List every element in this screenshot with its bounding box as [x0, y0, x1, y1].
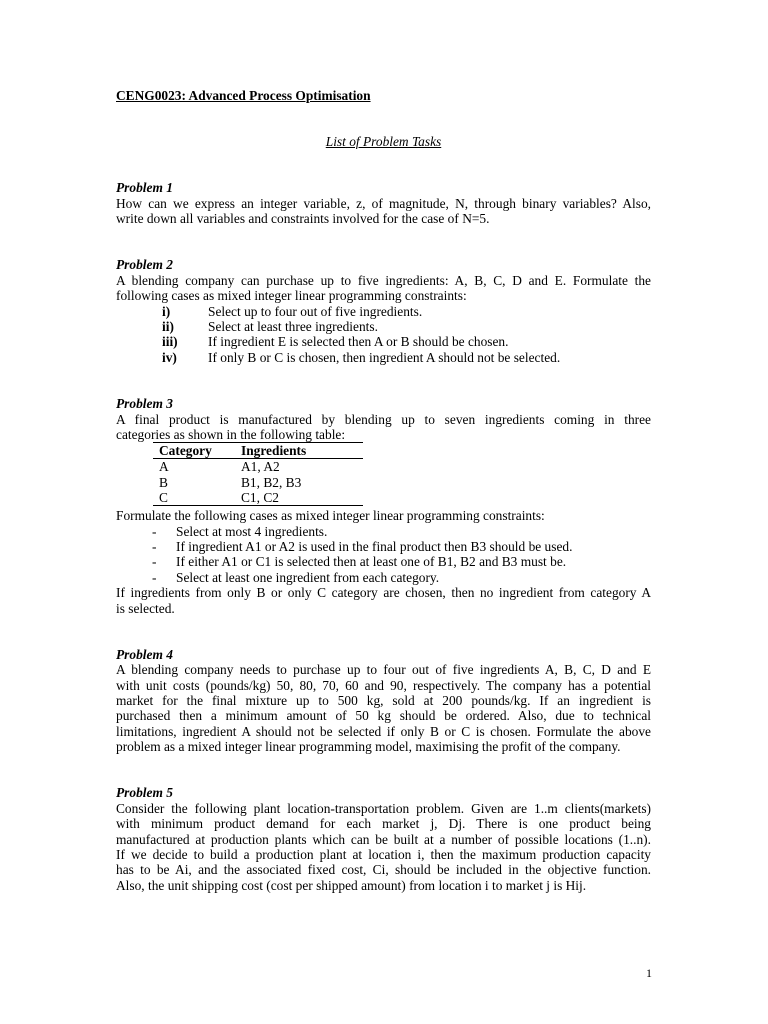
- bullet-marker: -: [152, 539, 157, 554]
- table-row: [153, 490, 363, 506]
- list-item: If ingredient A1 or A2 is used in the final product then B3 should be used.: [176, 539, 573, 554]
- table-header: Category: [159, 443, 212, 458]
- problem-5-line: If we decide to build a production plant at location i, then the maximum production capacity: [116, 847, 651, 862]
- list-item: If only B or C is chosen, then ingredient A should not be selected.: [208, 350, 561, 365]
- table-cell: A1, A2: [241, 459, 280, 475]
- list-item: Select at least one ingredient from each category.: [176, 570, 440, 585]
- table-cell: A: [159, 459, 169, 475]
- problem-4-line: purchased then a minimum amount of 50 kg should be ordered. Also, due to technical: [116, 708, 651, 723]
- problem-5-line: has to be Ai, and the associated fixed cost, Ci, should be included in the objective function.: [116, 862, 651, 877]
- problem-4-line: A blending company needs to purchase up to four out of five ingredients A, B, C, D and E: [116, 662, 651, 677]
- bullet-marker: -: [152, 570, 157, 585]
- page-title: CENG0023: Advanced Process Optimisation: [116, 88, 371, 103]
- problem-3-line: Formulate the following cases as mixed integer linear programming constraints:: [116, 508, 545, 523]
- list-item-number: ii): [162, 319, 174, 334]
- list-item: If ingredient E is selected then A or B should be chosen.: [208, 334, 509, 349]
- table-header-row: [153, 442, 363, 459]
- problem-5-line: Also, the unit shipping cost (cost per shipped amount) from location i to market j is Hij.: [116, 878, 587, 893]
- bullet-marker: -: [152, 554, 157, 569]
- problem-4-line: with unit costs (pounds/kg) 50, 80, 70, 60 and 90, respectively. The company has a potential: [116, 678, 651, 693]
- problem-2-line: following cases as mixed integer linear programming constraints:: [116, 288, 467, 303]
- problem-5-heading: Problem 5: [116, 785, 173, 800]
- problem-3-line: categories as shown in the following table:: [116, 427, 346, 442]
- list-item-number: iv): [162, 350, 177, 365]
- problem-3-line: is selected.: [116, 601, 175, 616]
- bullet-marker: -: [152, 524, 157, 539]
- list-item-number: i): [162, 304, 171, 319]
- problem-4-heading: Problem 4: [116, 647, 173, 662]
- list-item: Select at most 4 ingredients.: [176, 524, 328, 539]
- list-item: Select at least three ingredients.: [208, 319, 378, 334]
- problem-5-line: manufactured at production plants which can be built at a number of possible locations (1..n).: [116, 832, 651, 847]
- problem-2-line: A blending company can purchase up to five ingredients: A, B, C, D and E. Formulate the: [116, 273, 651, 288]
- problem-2-heading: Problem 2: [116, 257, 173, 272]
- problem-3-heading: Problem 3: [116, 396, 173, 411]
- list-item: Select up to four out of five ingredients.: [208, 304, 423, 319]
- list-item: If either A1 or C1 is selected then at least one of B1, B2 and B3 must be.: [176, 554, 567, 569]
- problem-4-line: market for the final mixture up to 500 kg, sold at 200 pounds/kg. If an ingredient is: [116, 693, 651, 708]
- problem-4-line: problem as a mixed integer linear programming model, maximising the profit of the company.: [116, 739, 621, 754]
- list-item-number: iii): [162, 334, 178, 349]
- table-cell: C: [159, 489, 168, 505]
- problem-4-line: limitations, ingredient A should not be selected if only B or C is chosen. Formulate the above: [116, 724, 651, 739]
- table-row: [153, 459, 363, 474]
- category-table: [153, 442, 363, 506]
- table-cell: B1, B2, B3: [241, 474, 302, 490]
- problem-5-line: Consider the following plant location-transportation problem. Given are 1..m clients(markets): [116, 801, 651, 816]
- problem-1-heading: Problem 1: [116, 180, 173, 195]
- page-number: 1: [646, 966, 652, 980]
- table-cell: B: [159, 474, 168, 490]
- problem-1-line: How can we express an integer variable, z, of magnitude, N, through binary variables? Also,: [116, 196, 651, 211]
- problem-5-line: with minimum product demand for each market j, Dj. There is one product being: [116, 816, 651, 831]
- problem-1-line: write down all variables and constraints involved for the case of N=5.: [116, 211, 490, 226]
- table-cell: C1, C2: [241, 489, 279, 505]
- table-row: [153, 475, 363, 490]
- subtitle: List of Problem Tasks: [325, 134, 442, 149]
- problem-3-line: If ingredients from only B or only C category are chosen, then no ingredient from category A: [116, 585, 651, 600]
- table-header: Ingredients: [241, 443, 307, 458]
- problem-3-line: A final product is manufactured by blending up to seven ingredients coming in three: [116, 412, 651, 427]
